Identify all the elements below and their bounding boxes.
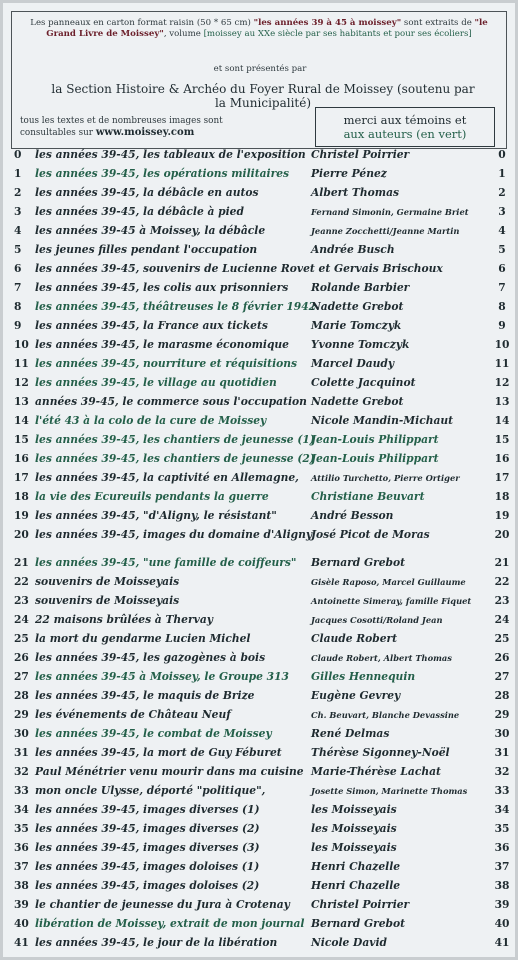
list-item: [3, 801, 515, 820]
panel-number-right: 7: [498, 281, 506, 294]
panel-number: 39: [14, 898, 29, 911]
panel-number-right: 20: [494, 528, 510, 541]
panel-author: Henri Chazelle: [311, 879, 401, 892]
panel-number-right: 16: [494, 452, 510, 465]
panel-number-right: 21: [494, 556, 510, 569]
panel-number: 31: [14, 746, 29, 759]
panel-title: les années 39-45, les chantiers de jeunesse (2): [35, 452, 315, 465]
panel-title: les années 39-45 à Moissey, le Groupe 313: [35, 670, 289, 683]
panel-number: 11: [14, 357, 29, 370]
website-link[interactable]: www.moissey.com: [95, 127, 195, 138]
list-item: [3, 317, 515, 336]
list-item: [3, 630, 515, 649]
panel-author: Jacques Cosotti/Roland Jean: [311, 615, 443, 625]
panel-number: 25: [14, 632, 29, 645]
list-item: [3, 611, 515, 630]
panel-number: 10: [14, 338, 29, 351]
list-item: [3, 279, 515, 298]
panel-number: 30: [14, 727, 29, 740]
panel-author: Attilio Turchetto, Pierre Ortiger: [311, 473, 460, 483]
panel-title: mon oncle Ulysse, déporté "politique",: [35, 784, 266, 797]
panel-title: les années 39-45, images doloises (1): [35, 860, 260, 873]
panel-author: Christiane Beuvart: [311, 490, 425, 503]
panel-number-right: 27: [494, 670, 510, 683]
thanks-line-green: aux auteurs (en vert): [343, 127, 467, 141]
panel-author: Christel Poirrier: [311, 898, 410, 911]
panel-number-right: 30: [494, 727, 510, 740]
panel-title: les années 39-45, la mort de Guy Féburet: [35, 746, 282, 759]
list-item: [3, 450, 515, 469]
intro-subtitle: [moissey au XXe siècle par ses habitants et pour ses écoliers]: [203, 29, 472, 39]
panel-number: 41: [14, 936, 29, 949]
panel-number: 26: [14, 651, 29, 664]
panel-number-right: 35: [494, 822, 510, 835]
list-item: [3, 469, 515, 488]
list-item: [3, 592, 515, 611]
panel-author: les Moisseyais: [311, 841, 397, 854]
panel-author: Ch. Beuvart, Blanche Devassine: [311, 710, 460, 720]
panel-author: Eugène Gevrey: [311, 689, 401, 702]
panel-title: souvenirs de Moisseyais: [35, 575, 180, 588]
panel-author: Henri Chazelle: [311, 860, 401, 873]
panel-number-right: 13: [494, 395, 510, 408]
panel-title: les années 39-45, la débâcle à pied: [35, 205, 244, 218]
panel-number: 34: [14, 803, 29, 816]
panel-author: René Delmas: [311, 727, 390, 740]
panel-number-right: 8: [498, 300, 506, 313]
panel-number-right: 6: [498, 262, 506, 275]
poster-sheet: [3, 3, 515, 957]
list-item: [3, 526, 515, 545]
list-item: [3, 165, 515, 184]
panel-number: 18: [14, 490, 29, 503]
panel-number: 4: [14, 224, 22, 237]
panel-number-right: 26: [494, 651, 510, 664]
list-item: [3, 649, 515, 668]
panel-title: les années 39-45, le maquis de Brize: [35, 689, 255, 702]
list-item: [3, 839, 515, 858]
intro-part: Les panneaux en carton format raisin (50 * 65 cm): [30, 18, 254, 28]
thanks-box: [315, 107, 495, 147]
panel-title: les années 39-45, "une famille de coiffeurs": [35, 556, 297, 569]
panel-author: Gilles Hennequin: [311, 670, 416, 683]
panel-title: Paul Ménétrier venu mourir dans ma cuisine: [35, 765, 304, 778]
panel-author: André Besson: [311, 509, 394, 522]
panel-number-right: 41: [494, 936, 510, 949]
list-item: [3, 222, 515, 241]
panel-title: les années 39-45, les colis aux prisonniers: [35, 281, 289, 294]
panel-number: 12: [14, 376, 29, 389]
panel-number: 38: [14, 879, 29, 892]
list-item: [3, 896, 515, 915]
panel-number-right: 4: [498, 224, 506, 237]
panel-title: les années 39-45, le jour de la libération: [35, 936, 278, 949]
panel-title: les années 39-45, la France aux tickets: [35, 319, 268, 332]
panel-author: José Picot de Moras: [311, 528, 430, 541]
panel-title: les événements de Château Neuf: [35, 708, 231, 721]
panel-number: 35: [14, 822, 29, 835]
panel-title: les années 39-45, "d'Aligny, le résistant": [35, 509, 277, 522]
panel-number: 19: [14, 509, 29, 522]
list-item: [3, 934, 515, 953]
intro-part: , volume: [163, 29, 204, 39]
panel-title: les années 39-45, souvenirs de Lucienne Rovet et Gervais Brischoux: [35, 262, 443, 275]
list-item: [3, 725, 515, 744]
panel-author: Jeanne Zocchetti/Jeanne Martin: [311, 226, 460, 236]
panel-title: libération de Moissey, extrait de mon journal: [35, 917, 305, 930]
list-item: [3, 858, 515, 877]
panel-author: Thérèse Sigonney-Noël: [311, 746, 450, 759]
panel-number-right: 18: [494, 490, 510, 503]
panel-number: 0: [14, 148, 22, 161]
intro-highlight: "les années 39 à 45 à moissey": [253, 18, 402, 28]
panel-number: 40: [14, 917, 29, 930]
list-item: [3, 355, 515, 374]
panel-number-right: 23: [494, 594, 510, 607]
panel-number-right: 1: [498, 167, 506, 180]
panel-number: 17: [14, 471, 29, 484]
panel-author: Yvonne Tomczyk: [311, 338, 410, 351]
panel-author: Nadette Grebot: [311, 300, 404, 313]
intro-part: sont extraits de: [401, 18, 475, 28]
panel-number-right: 39: [494, 898, 510, 911]
list-item: [3, 374, 515, 393]
panel-author: Nicole Mandin-Michaut: [311, 414, 454, 427]
list-item: [3, 146, 515, 165]
panel-title: 22 maisons brûlées à Thervay: [35, 613, 213, 626]
panel-number: 15: [14, 433, 29, 446]
panel-number-right: 9: [498, 319, 506, 332]
panel-number-right: 5: [498, 243, 506, 256]
panel-title: les années 39-45, nourriture et réquisitions: [35, 357, 298, 370]
panel-number-right: 0: [498, 148, 506, 161]
panel-author: Marcel Daudy: [311, 357, 395, 370]
panel-author: Josette Simon, Marinette Thomas: [311, 786, 468, 796]
panel-list: [3, 146, 515, 953]
panel-author: Nicole David: [311, 936, 387, 949]
panel-number-right: 33: [494, 784, 510, 797]
list-item: [3, 298, 515, 317]
panel-author: Christel Poirrier: [311, 148, 410, 161]
panel-author: les Moisseyais: [311, 822, 397, 835]
panel-number-right: 34: [494, 803, 510, 816]
panel-number: 5: [14, 243, 22, 256]
panel-number-right: 37: [494, 860, 510, 873]
panel-number-right: 28: [494, 689, 510, 702]
panel-title: les années 39-45, images du domaine d'Aligny: [35, 528, 313, 541]
list-item: [3, 877, 515, 896]
list-item: [3, 488, 515, 507]
panel-author: Claude Robert, Albert Thomas: [311, 653, 452, 663]
panel-author: les Moisseyais: [311, 803, 397, 816]
panel-number-right: 31: [494, 746, 510, 759]
list-item: [3, 820, 515, 839]
panel-author: Claude Robert: [311, 632, 398, 645]
list-item: [3, 763, 515, 782]
panel-number: 9: [14, 319, 22, 332]
panel-author: Bernard Grebot: [311, 917, 406, 930]
panel-number: 27: [14, 670, 29, 683]
list-item: [3, 431, 515, 450]
panel-title: années 39-45, le commerce sous l'occupation: [35, 395, 307, 408]
panel-number: 36: [14, 841, 29, 854]
panel-author: Marie Tomczyk: [311, 319, 402, 332]
list-item: [3, 706, 515, 725]
panel-title: les années 39-45, la débâcle en autos: [35, 186, 259, 199]
list-item: [3, 203, 515, 222]
list-item: [3, 744, 515, 763]
panel-author: Nadette Grebot: [311, 395, 404, 408]
panel-number-right: 22: [494, 575, 510, 588]
panel-title: la mort du gendarme Lucien Michel: [35, 632, 251, 645]
panel-number-right: 2: [498, 186, 506, 199]
list-item: [3, 915, 515, 934]
list-item: [3, 668, 515, 687]
panel-number: 29: [14, 708, 29, 721]
panel-title: les années 39-45, la captivité en Allemagne,: [35, 471, 299, 484]
list-item: [3, 260, 515, 279]
panel-title: les années 39-45, les opérations militaires: [35, 167, 290, 180]
panel-title: les années 39-45, les tableaux de l'exposition: [35, 148, 306, 161]
panel-number-right: 32: [494, 765, 510, 778]
panel-number: 7: [14, 281, 22, 294]
panel-number: 28: [14, 689, 29, 702]
panel-title: la vie des Ecureuils pendants la guerre: [35, 490, 269, 503]
panel-title: les années 39-45, images diverses (1): [35, 803, 260, 816]
list-item: [3, 412, 515, 431]
panel-number: 13: [14, 395, 29, 408]
list-item: [3, 336, 515, 355]
panel-number-right: 24: [494, 613, 510, 626]
panel-author: Colette Jacquinot: [311, 376, 416, 389]
panel-author: Marie-Thérèse Lachat: [311, 765, 441, 778]
panel-number-right: 10: [494, 338, 510, 351]
panel-author: Gisèle Raposo, Marcel Guillaume: [311, 577, 466, 587]
panel-title: le chantier de jeunesse du Jura à Crotenay: [35, 898, 290, 911]
panel-number: 6: [14, 262, 22, 275]
panel-author: Albert Thomas: [311, 186, 400, 199]
panel-number: 14: [14, 414, 29, 427]
panel-number-right: 11: [494, 357, 510, 370]
website-note-text: tous les textes et de nombreuses images sont consultables sur: [20, 116, 223, 138]
panel-number-right: 25: [494, 632, 510, 645]
presented-by: et sont présentés par: [213, 64, 307, 74]
list-item: [3, 554, 515, 573]
website-note: [20, 116, 250, 139]
panel-number-right: 29: [494, 708, 510, 721]
panel-author: Pierre Pénez: [311, 167, 387, 180]
panel-title: souvenirs de Moisseyais: [35, 594, 180, 607]
panel-number-right: 17: [494, 471, 510, 484]
panel-number-right: 38: [494, 879, 510, 892]
panel-number: 24: [14, 613, 29, 626]
panel-title: les années 39-45, le combat de Moissey: [35, 727, 272, 740]
panel-number: 23: [14, 594, 29, 607]
panel-number-right: 15: [494, 433, 510, 446]
panel-number: 8: [14, 300, 22, 313]
panel-author: Andrée Busch: [311, 243, 395, 256]
panel-number: 3: [14, 205, 22, 218]
list-item: [3, 507, 515, 526]
panel-author: Rolande Barbier: [311, 281, 410, 294]
panel-title: les années 39-45, théâtreuses le 8 février 1942: [35, 300, 317, 313]
panel-number: 33: [14, 784, 29, 797]
panel-number: 21: [14, 556, 29, 569]
panel-title: l'été 43 à la colo de la cure de Moissey: [35, 414, 267, 427]
panel-author: Jean-Louis Philippart: [311, 452, 439, 465]
thanks-line: merci aux témoins et: [343, 113, 467, 127]
panel-title: les années 39-45 à Moissey, la débâcle: [35, 224, 266, 237]
panel-title: les années 39-45, images diverses (2): [35, 822, 260, 835]
panel-title: les années 39-45, les gazogènes à bois: [35, 651, 266, 664]
list-item: [3, 687, 515, 706]
panel-author: Fernand Simonin, Germaine Briet: [311, 207, 469, 217]
panel-number: 2: [14, 186, 22, 199]
panel-author: Antoinette Simeray, famille Fiquet: [311, 596, 472, 606]
panel-number-right: 12: [494, 376, 510, 389]
panel-title: les jeunes filles pendant l'occupation: [35, 243, 258, 256]
list-item: [3, 782, 515, 801]
intro-highlight: "le Grand Livre de Moissey": [46, 18, 488, 39]
panel-number-right: 3: [498, 205, 506, 218]
panel-number: 32: [14, 765, 29, 778]
panel-number: 22: [14, 575, 29, 588]
panel-number: 37: [14, 860, 29, 873]
panel-title: les années 39-45, images doloises (2): [35, 879, 260, 892]
panel-title: les années 39-45, le marasme économique: [35, 338, 289, 351]
header-box: [11, 11, 507, 149]
panel-number-right: 14: [494, 414, 510, 427]
panel-number: 1: [14, 167, 22, 180]
panel-number-right: 36: [494, 841, 510, 854]
panel-title: les années 39-45, le village au quotidien: [35, 376, 277, 389]
panel-author: Jean-Louis Philippart: [311, 433, 439, 446]
panel-title: les années 39-45, images diverses (3): [35, 841, 260, 854]
panel-number: 20: [14, 528, 29, 541]
intro-text: [22, 18, 496, 40]
panel-author: Bernard Grebot: [311, 556, 406, 569]
list-item: [3, 573, 515, 592]
panel-number: 16: [14, 452, 29, 465]
panel-number-right: 40: [494, 917, 510, 930]
panel-number-right: 19: [494, 509, 510, 522]
list-item: [3, 393, 515, 412]
list-item: [3, 241, 515, 260]
section-title: la Section Histoire & Archéo du Foyer Rural de Moissey (soutenu par la Municipalité): [51, 82, 475, 110]
panel-title: les années 39-45, les chantiers de jeunesse (1): [35, 433, 315, 446]
list-item: [3, 184, 515, 203]
